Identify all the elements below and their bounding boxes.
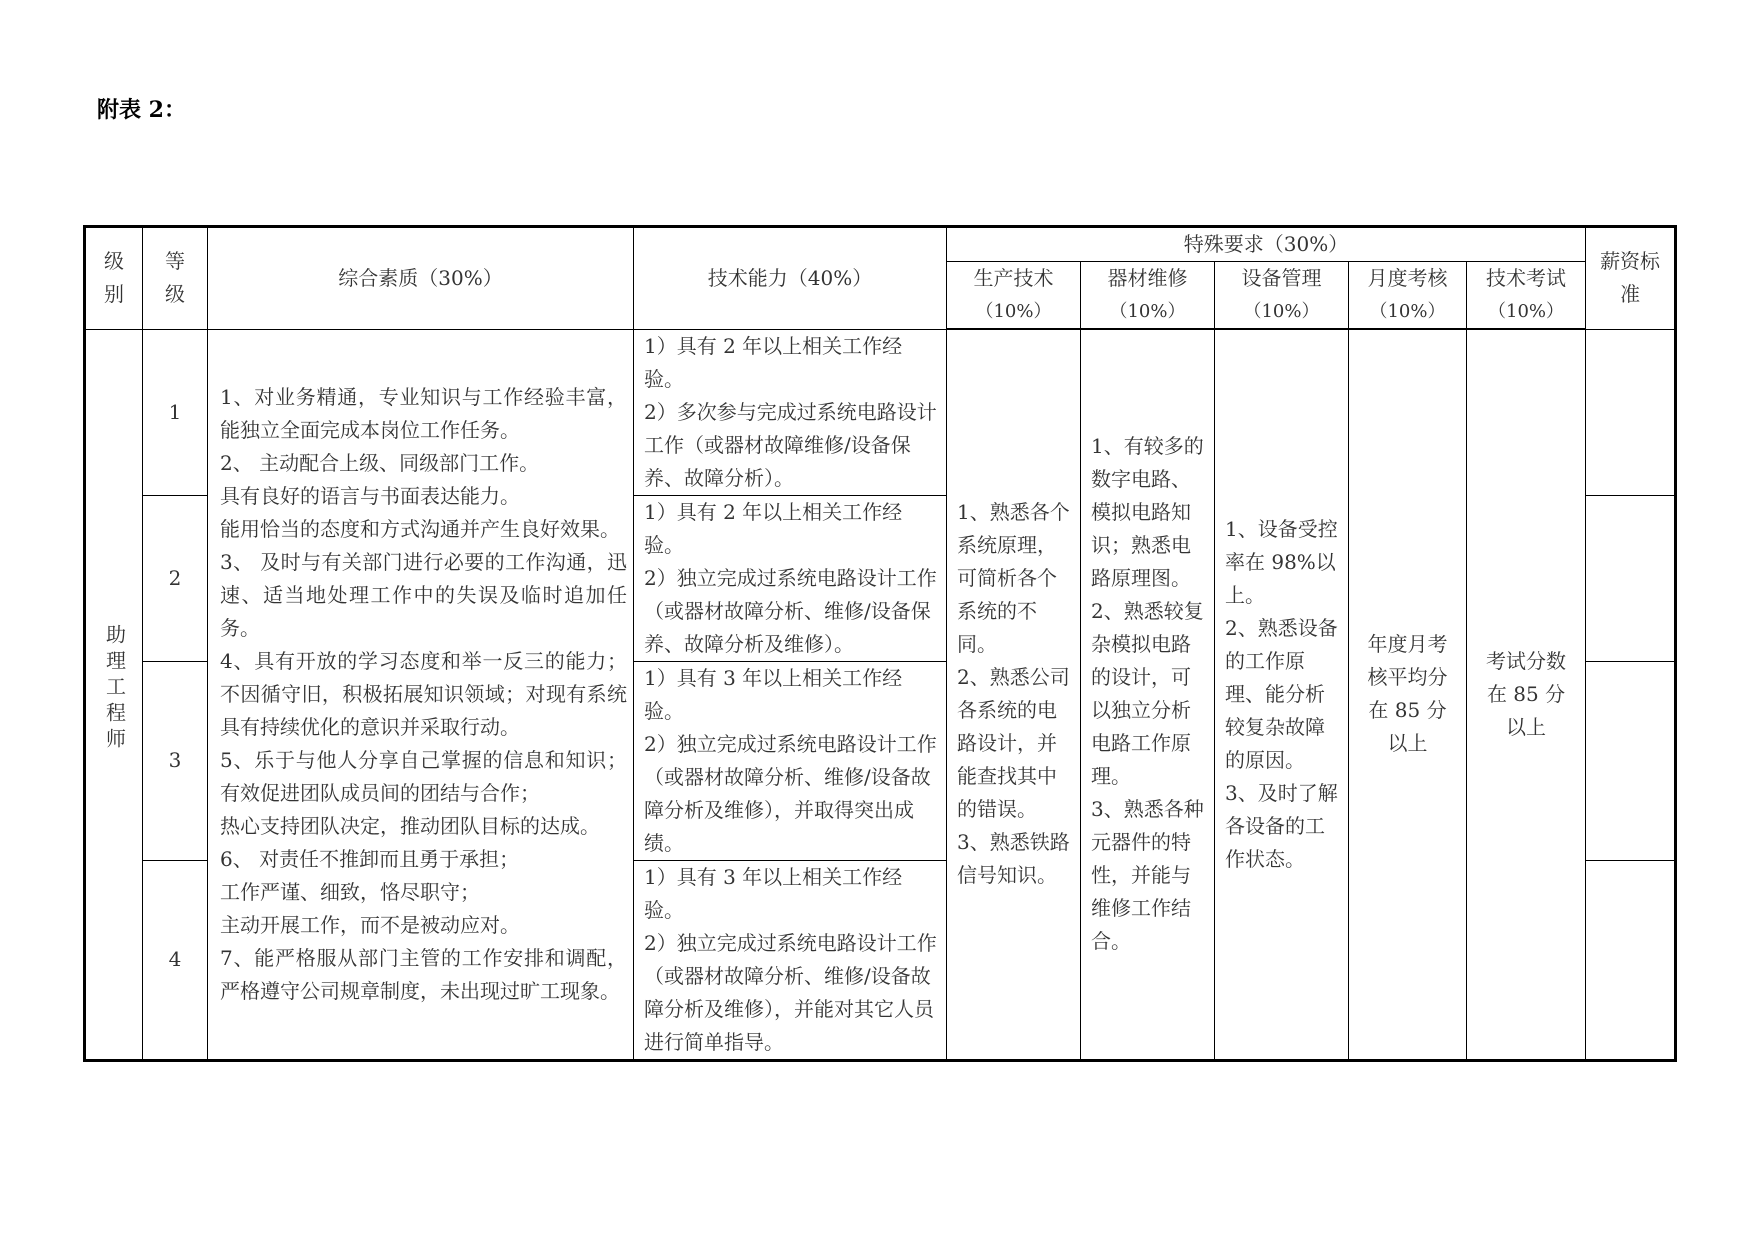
salary-grade-2 (1586, 495, 1676, 661)
level-cell (85, 329, 143, 1060)
salary-grade-1 (1586, 329, 1676, 495)
salary-grade-3 (1586, 661, 1676, 860)
tech-grade-4: 1）具有 3 年以上相关工作经验。 2）独立完成过系统电路设计工作（或器材故障分析、维修/设备故障分析及维修），并能对其它人员进行简单指导。 (634, 860, 947, 1060)
grade-1: 1 (143, 329, 208, 495)
salary-grade-table (83, 225, 1677, 1062)
salary-grade-4 (1586, 860, 1676, 1060)
grade-4: 4 (143, 860, 208, 1060)
production-text: 1、熟悉各个系统原理，可简析各个系统的不同。 2、熟悉公司各系统的电路设计，并能查找其中的错误。 3、熟悉铁路信号知识。 (947, 329, 1081, 1060)
header-equipment: 设备管理 （10%） (1215, 262, 1349, 330)
repair-text: 1、有较多的数字电路、模拟电路知识；熟悉电路原理图。 2、熟悉较复杂模拟电路的设计，可以独立分析电路工作原理。 3、熟悉各种元器件的特性，并能与维修工作结合。 (1081, 329, 1215, 1060)
monthly-text: 年度月考核平均分在 85 分以上 (1349, 329, 1467, 1060)
header-production: 生产技术 （10%） (947, 262, 1081, 330)
header-grade: 等 级 (143, 227, 208, 330)
level-name: 助理工程师 (102, 624, 127, 754)
equipment-text: 1、设备受控率在 98%以上。 2、熟悉设备的工作原理、能分析较复杂故障的原因。 3、及时了解各设备的工作状态。 (1215, 329, 1349, 1060)
quality-text: 1、对业务精通，专业知识与工作经验丰富，能独立全面完成本岗位工作任务。 2、 主动配合上级、同级部门工作。 具有良好的语言与书面表达能力。 能用恰当的态度和方式沟通并产生良好效果。 3、 及时与有关部门进行必要的工作沟通，迅速、适当地处理工作中的失误及临时追加任务。 4、具有开放的学习态度和举一反三的能力；不因循守旧，积极拓展知识领域；对现有系统具有持续优化的意识并采取行动。 5、乐于与他人分享自己掌握的信息和知识；有效促进团队成员间的团结与合作； 热心支持团队决定，推动团队目标的达成。 6、 对责任不推卸而且勇于承担； 工作严谨、细致，恪尽职守； 主动开展工作，而不是被动应对。 7、能严格服从部门主管的工作安排和调配，严格遵守公司规章制度，未出现过旷工现象。 (208, 329, 634, 1060)
appendix-heading: 附表 2： (97, 97, 186, 123)
exam-text: 考试分数在 85 分以上 (1467, 329, 1586, 1060)
header-monthly: 月度考核 （10%） (1349, 262, 1467, 330)
grade-3: 3 (143, 661, 208, 860)
header-level: 级 别 (85, 227, 143, 330)
header-tech: 技术能力（40%） (634, 227, 947, 330)
header-exam: 技术考试 （10%） (1467, 262, 1586, 330)
grade-2: 2 (143, 495, 208, 661)
header-special: 特殊要求（30%） (947, 227, 1586, 262)
header-quality: 综合素质（30%） (208, 227, 634, 330)
header-repair: 器材维修 （10%） (1081, 262, 1215, 330)
header-salary: 薪资标 准 (1586, 227, 1676, 330)
tech-grade-1: 1）具有 2 年以上相关工作经验。 2）多次参与完成过系统电路设计工作（或器材故障维修/设备保养、故障分析）。 (634, 329, 947, 495)
tech-grade-3: 1）具有 3 年以上相关工作经验。 2）独立完成过系统电路设计工作（或器材故障分析、维修/设备故障分析及维修），并取得突出成绩。 (634, 661, 947, 860)
tech-grade-2: 1）具有 2 年以上相关工作经验。 2）独立完成过系统电路设计工作（或器材故障分析、维修/设备保养、故障分析及维修）。 (634, 495, 947, 661)
